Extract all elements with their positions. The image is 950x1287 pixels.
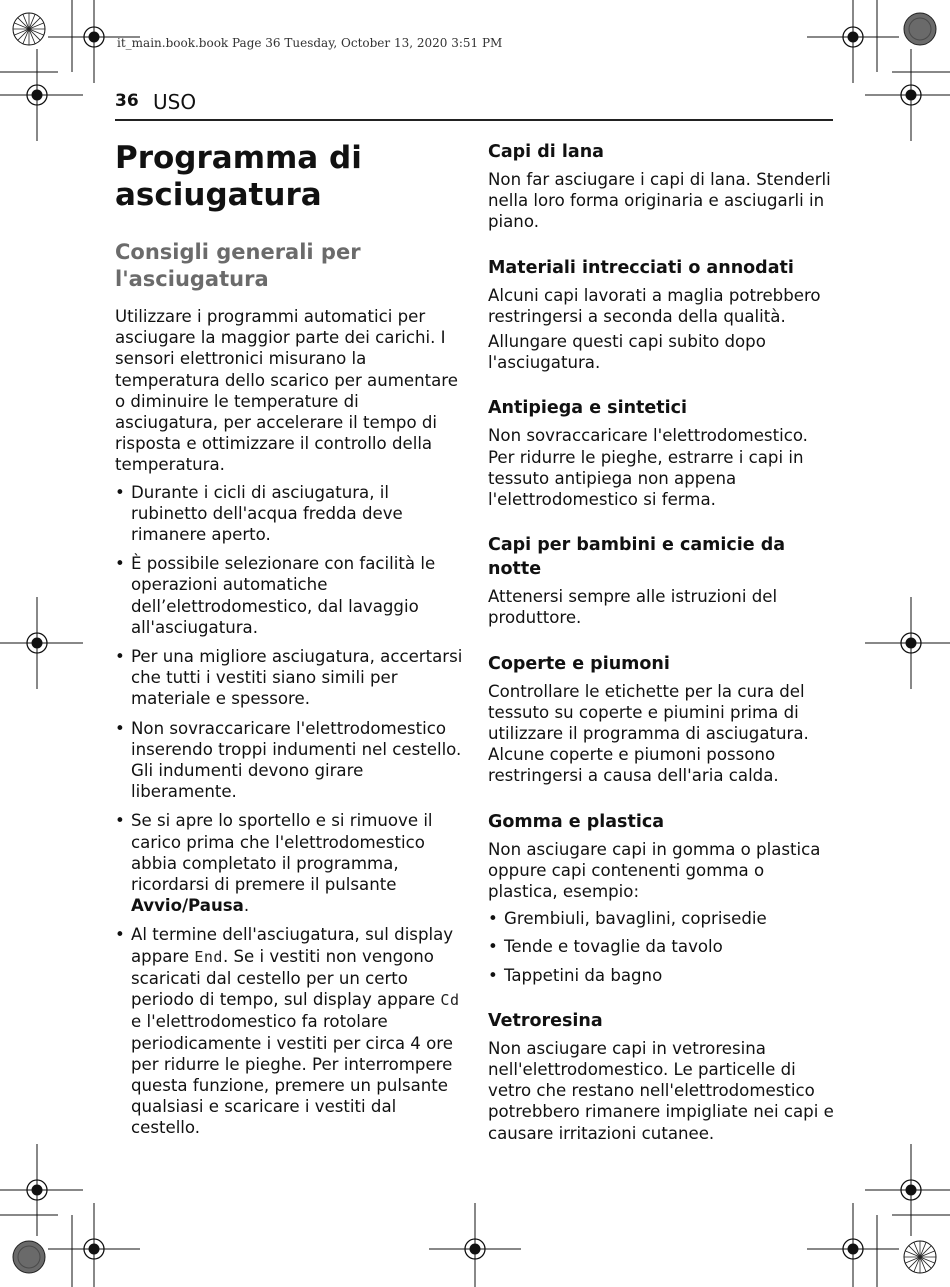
registration-mark-icon (807, 0, 899, 83)
section-text: Controllare le etichette per la cura del tessuto su coperte e piumini prima di utilizzare il programma di asciugatura. Alcune coperte e piumoni possono restringersi a causa dell'aria calda. (488, 681, 809, 786)
page-number: 36 (115, 91, 139, 111)
section-text: Allungare questi capi subito dopo l'asciugatura. (488, 332, 766, 373)
permpress-section (488, 396, 838, 510)
starburst-mark-icon (904, 1241, 936, 1273)
registration-mark-icon (0, 49, 83, 141)
display-code-cd: Cd (440, 991, 460, 1010)
gray-disc-mark-icon (13, 1241, 45, 1273)
registration-mark-icon (865, 1144, 950, 1236)
header-rule (115, 119, 833, 121)
list-item-text: e l'elettrodomestico fa rotolare periodicamente i vestiti per circa 4 ore per ridurre le pieghe. Per interrompere questa funzione, premere un pulsante qualsiasi e scaricare i vestiti dal cestello. (131, 1012, 453, 1138)
list-item: • Per una migliore asciugatura, accertarsi che tutti i vestiti siano simili per materiale e spessore. (115, 646, 465, 710)
section-heading: Capi di lana (488, 142, 604, 162)
section-heading: Antipiega e sintetici (488, 398, 687, 419)
list-item (115, 924, 465, 1138)
list-item-text: Al termine dell'asciugatura, sul display appare (131, 925, 454, 966)
registration-mark-icon (865, 49, 950, 141)
list-item: • Tende e tovaglie da tavolo (488, 936, 838, 957)
left-column (115, 140, 465, 1147)
section-title: USO (153, 90, 197, 114)
section-text: Non asciugare capi in vetroresina nell'elettrodomestico. Le particelle di vetro che restano nell'elettrodomestico potrebbero rimanere impigliate nei capi e causare irritazioni cutanee. (488, 1038, 834, 1143)
baby-clothes-section (488, 533, 838, 628)
gray-disc-mark-icon (904, 13, 936, 45)
section-text: Non asciugare capi in gomma o plastica oppure capi contenenti gomma o plastica, esempio: (488, 839, 821, 902)
blankets-section (488, 652, 838, 787)
registration-mark-icon (807, 1203, 899, 1287)
rubber-plastic-section (488, 810, 838, 986)
intro-paragraph: Utilizzare i programmi automatici per asciugare la maggior parte dei carichi. I sensori elettronici misurano la temperatura dello scarico per aumentare o diminuire le temperature di asciugatura, per accelerare il tempo di risposta e ottimizzare il controllo della temperatura. (115, 307, 458, 475)
fiberglass-section (488, 1009, 838, 1144)
list-item-text: . (243, 896, 250, 916)
page-header (115, 90, 833, 120)
right-column (488, 140, 838, 1167)
list-item-text: Se si apre lo sportello e si rimuove il carico prima che l'elettrodomestico abbia completato il programma, ricordarsi di premere il pulsante (131, 811, 433, 895)
list-item: • È possibile selezionare con facilità le operazioni automatiche dell’elettrodomestico, dal lavaggio all'asciugatura. (115, 553, 465, 638)
registration-mark-icon (429, 1203, 521, 1287)
section-heading: Capi per bambini e camicie da notte (488, 535, 786, 580)
woven-section (488, 256, 838, 374)
section-text: Attenersi sempre alle istruzioni del produttore. (488, 587, 778, 628)
print-slug: it_main.book.book Page 36 Tuesday, October 13, 2020 3:51 PM (117, 36, 503, 50)
list-item: • Durante i cicli di asciugatura, il rubinetto dell'acqua fredda deve rimanere aperto. (115, 482, 465, 546)
wool-section (488, 140, 838, 233)
registration-mark-icon (48, 1203, 140, 1287)
section-text: Non far asciugare i capi di lana. Stenderli nella loro forma originaria e asciugarli in piano. (488, 170, 831, 232)
list-item: • Grembiuli, bavaglini, coprisedie (488, 908, 838, 929)
starburst-mark-icon (13, 13, 45, 45)
page-title: Programma di asciugatura (115, 140, 362, 213)
section-heading: Gomma e plastica (488, 811, 665, 832)
section-subtitle: Consigli generali per l'asciugatura (115, 240, 361, 291)
list-item (115, 810, 465, 916)
registration-mark-icon (0, 1144, 83, 1236)
list-item: • Non sovraccaricare l'elettrodomestico inserendo troppi indumenti nel cestello. Gli indumenti devono girare liberamente. (115, 718, 465, 803)
section-heading: Vetroresina (488, 1010, 603, 1031)
list-item: • Tappetini da bagno (488, 965, 838, 986)
button-name-avvio-pausa: Avvio/Pausa (131, 896, 244, 916)
tips-list (115, 482, 465, 1139)
section-heading: Materiali intrecciati o annodati (488, 257, 794, 278)
registration-mark-icon (0, 597, 83, 689)
list-item-text: . Se i vestiti non vengono scaricati dal cestello per un certo periodo di tempo, sul display appare (131, 946, 441, 1010)
examples-list (488, 908, 838, 986)
section-heading: Coperte e piumoni (488, 653, 670, 674)
section-text: Alcuni capi lavorati a maglia potrebbero restringersi a seconda della qualità. (488, 285, 821, 326)
section-text: Non sovraccaricare l'elettrodomestico. Per ridurre le pieghe, estrarre i capi in tessuto antipiega non appena l'elettrodomestico si ferma. (488, 426, 808, 510)
display-code-end: End (194, 947, 223, 966)
registration-mark-icon (865, 597, 950, 689)
